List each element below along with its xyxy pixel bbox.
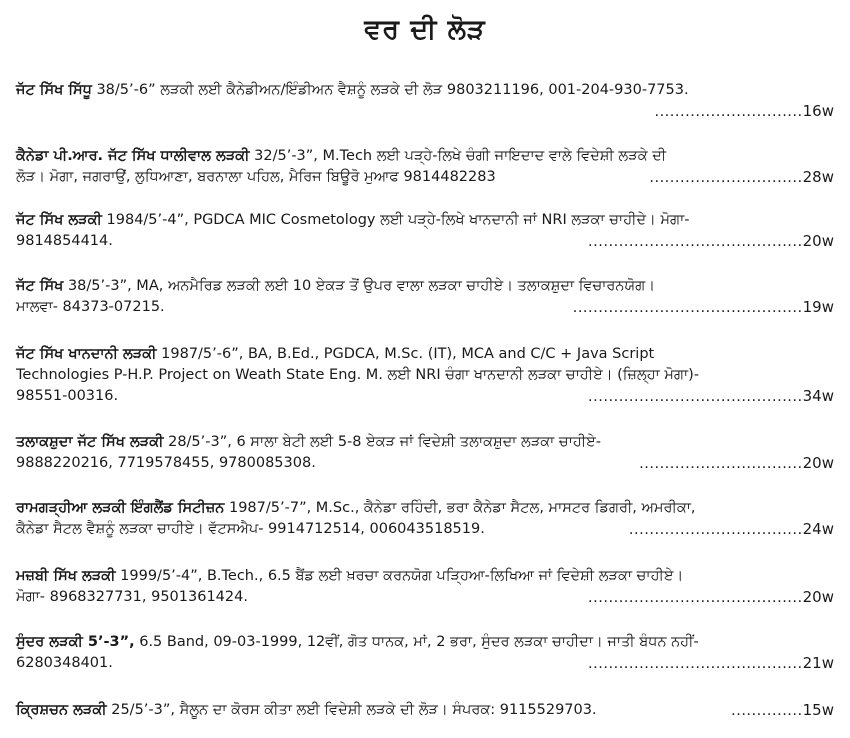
ad-line xyxy=(16,587,834,609)
ad-line xyxy=(16,80,834,101)
ad-line xyxy=(16,566,834,587)
ad-text: ਕੈਨੇਡਾ ਸੈਟਲ ਵੈਸ਼ਨੂੰ ਲੜਕਾ ਚਾਹੀਏ। ਵੱਟਸਐਪ- 9914712514, 006043518519. xyxy=(16,521,485,537)
ad-code: 34w xyxy=(802,387,834,405)
ad-text: 98551-00316. xyxy=(16,388,119,404)
ad-code: 24w xyxy=(802,520,834,538)
ad-text: 6280348401. xyxy=(16,655,113,671)
ad-heading: ਕ੍ਰਿਸ਼ਚਨ ਲੜਕੀ xyxy=(16,702,107,718)
ad-text: Technologies P-H.P. Project on Weath State Eng. M. ਲਈ NRI ਚੰਗਾ ਖਾਨਦਾਨੀ ਲੜਕਾ ਚਾਹੀਏ। (ਜ਼ਿਲ੍ਹਾ ਮੋਗਾ)- xyxy=(16,367,700,383)
ad-text: 1987/5’-6”, BA, B.Ed., PGDCA, M.Sc. (IT), MCA and C/C + Java Script xyxy=(161,346,655,362)
ad-code: 20w xyxy=(802,232,834,250)
page-title: ਵਰ ਦੀ ਲੋੜ xyxy=(364,14,486,45)
ad-text: ਮਾਲਵਾ- 84373-07215. xyxy=(16,299,165,315)
ad-line xyxy=(16,146,834,167)
classified-ad xyxy=(16,276,834,319)
ad-dots: .......................................... xyxy=(588,389,803,405)
ad-dots: .............. xyxy=(731,703,803,719)
ad-text: 6.5 Band, 09-03-1999, 12ਵੀਂ, ਗੋਤ ਧਾਨਕ, ਮਾਂ, 2 ਭਰਾ, ਸੁੰਦਰ ਲੜਕਾ ਚਾਹੀਦਾ। ਜਾਤੀ ਬੰਧਨ ਨਹੀਂ- xyxy=(139,634,699,650)
classified-ad xyxy=(16,80,834,123)
ad-line xyxy=(16,498,834,519)
ad-code: 28w xyxy=(802,168,834,186)
ad-line xyxy=(16,210,834,231)
ad-code: 21w xyxy=(802,654,834,672)
ad-line xyxy=(16,519,834,541)
classified-ad xyxy=(16,146,834,189)
ad-text: 1987/5’-7”, M.Sc., ਕੈਨੇਡਾ ਰਹਿੰਦੀ, ਭਰਾ ਕੈਨੇਡਾ ਸੈਟਲ, ਮਾਸਟਰ ਡਿਗਰੀ, ਅਮਰੀਕਾ, xyxy=(228,500,696,516)
ad-dots: .............................. xyxy=(649,170,803,186)
ad-line xyxy=(16,432,834,453)
ad-heading: ਜੱਟ ਸਿੱਖ ਖਾਨਦਾਨੀ ਲੜਕੀ xyxy=(16,346,157,362)
ad-dots: .................................. xyxy=(628,522,803,538)
classified-ad xyxy=(16,432,834,475)
ad-line xyxy=(16,386,834,408)
ad-code: 15w xyxy=(802,701,834,719)
classified-ad xyxy=(16,344,834,408)
ad-heading: ਜੱਟ ਸਿੱਖ xyxy=(16,278,64,294)
ad-line xyxy=(16,167,834,189)
ad-line xyxy=(16,231,834,253)
ad-code: 20w xyxy=(802,454,834,472)
ad-dots: .......................................... xyxy=(588,234,803,250)
ad-text: 1999/5’-4”, B.Tech., 6.5 ਬੈਂਡ ਲਈ ਖ਼ਰਚਾ ਕਰਨਯੋਗ ਪੜ੍ਹਿਆ-ਲਿਖਿਆ ਜਾਂ ਵਿਦੇਸ਼ੀ ਲੜਕਾ ਚਾਹੀਏ। xyxy=(120,568,684,584)
ad-line xyxy=(16,700,834,722)
ad-heading: ਮਜ਼ਬੀ ਸਿੱਖ ਲੜਕੀ xyxy=(16,568,116,584)
ad-code: 20w xyxy=(802,588,834,606)
ad-text: 9814854414. xyxy=(16,233,113,249)
ad-text: 1984/5’-4”, PGDCA MIC Cosmetology ਲਈ ਪੜ੍ਹੇ-ਲਿਖੇ ਖਾਨਦਾਨੀ ਜਾਂ NRI ਲੜਕਾ ਚਾਹੀਦੇ। ਮੋਗਾ- xyxy=(106,212,690,228)
ad-text: 38/5’-3”, MA, ਅਨਮੈਰਿਡ ਲੜਕੀ ਲਈ 10 ਏਕੜ ਤੋਂ ਉਪਰ ਵਾਲਾ ਲੜਕਾ ਚਾਹੀਏ। ਤਲਾਕਸ਼ੁਦਾ ਵਿਚਾਰਨਯੋਗ। xyxy=(67,278,655,294)
ad-line xyxy=(16,344,834,365)
classified-ad xyxy=(16,700,834,722)
ad-line xyxy=(16,297,834,319)
ad-dots: .......................................... xyxy=(588,590,803,606)
ad-line xyxy=(16,365,834,386)
classified-ad xyxy=(16,210,834,253)
ad-code: 19w xyxy=(802,298,834,316)
classified-ad xyxy=(16,632,834,675)
ad-heading: ਕੈਨੇਡਾ ਪੀ.ਆਰ. ਜੱਟ ਸਿੱਖ ਧਾਲੀਵਾਲ ਲੜਕੀ xyxy=(16,148,250,164)
ad-line xyxy=(16,453,834,475)
ad-text: ਲੋੜ। ਮੋਗਾ, ਜਗਰਾਉਂ, ਲੁਧਿਆਣਾ, ਬਰਨਾਲਾ ਪਹਿਲ, ਮੈਰਿਜ ਬਿਊਰੋ ਮੁਆਫ 9814482283 xyxy=(16,169,496,185)
ad-heading: ਰਾਮਗੜ੍ਹੀਆ ਲੜਕੀ ਇੰਗਲੈਂਡ ਸਿਟੀਜ਼ਨ xyxy=(16,500,225,516)
ad-heading: ਜੱਟ ਸਿੱਖ ਸਿੱਧੂ xyxy=(16,82,92,98)
ad-line xyxy=(16,276,834,297)
ad-text: 38/5’-6” ਲੜਕੀ ਲਈ ਕੈਨੇਡੀਅਨ/ਇੰਡੀਅਨ ਵੈਸ਼ਨੂੰ ਲੜਕੇ ਦੀ ਲੋੜ 9803211196, 001-204-930-7753. xyxy=(96,82,689,98)
ad-heading: ਸੁੰਦਰ ਲੜਕੀ 5’-3”, xyxy=(16,634,135,650)
ad-dots: ............................................. xyxy=(572,300,803,316)
ad-dots: ............................. xyxy=(654,104,803,120)
ad-text: ਮੋਗਾ- 8968327731, 9501361424. xyxy=(16,589,248,605)
classified-ad xyxy=(16,566,834,609)
ad-line xyxy=(16,653,834,675)
ad-text: 32/5’-3”, M.Tech ਲਈ ਪੜ੍ਹੇ-ਲਿਖੇ ਚੰਗੀ ਜਾਇਦਾਦ ਵਾਲੇ ਵਿਦੇਸ਼ੀ ਲੜਕੇ ਦੀ xyxy=(254,148,667,164)
ad-line xyxy=(16,632,834,653)
classified-ad xyxy=(16,498,834,541)
ad-heading: ਜੱਟ ਸਿੱਖ ਲੜਕੀ xyxy=(16,212,102,228)
ad-dots: .......................................... xyxy=(588,656,803,672)
ad-text: 25/5’-3”, ਸੈਲੂਨ ਦਾ ਕੋਰਸ ਕੀਤਾ ਲਈ ਵਿਦੇਸ਼ੀ ਲੜਕੇ ਦੀ ਲੋੜ। ਸੰਪਰਕ: 9115529703. xyxy=(111,702,597,718)
ad-text: 9888220216, 7719578455, 9780085308. xyxy=(16,455,316,471)
ad-text: 28/5’-3”, 6 ਸਾਲਾ ਬੇਟੀ ਲਈ 5-8 ਏਕੜ ਜਾਂ ਵਿਦੇਸ਼ੀ ਤਲਾਕਸ਼ੁਦਾ ਲੜਕਾ ਚਾਹੀਏ- xyxy=(168,434,601,450)
ad-code: 16w xyxy=(802,102,834,120)
ad-line xyxy=(16,101,834,123)
ad-dots: ................................ xyxy=(639,456,803,472)
ad-heading: ਤਲਾਕਸ਼ੁਦਾ ਜੱਟ ਸਿੱਖ ਲੜਕੀ xyxy=(16,434,164,450)
